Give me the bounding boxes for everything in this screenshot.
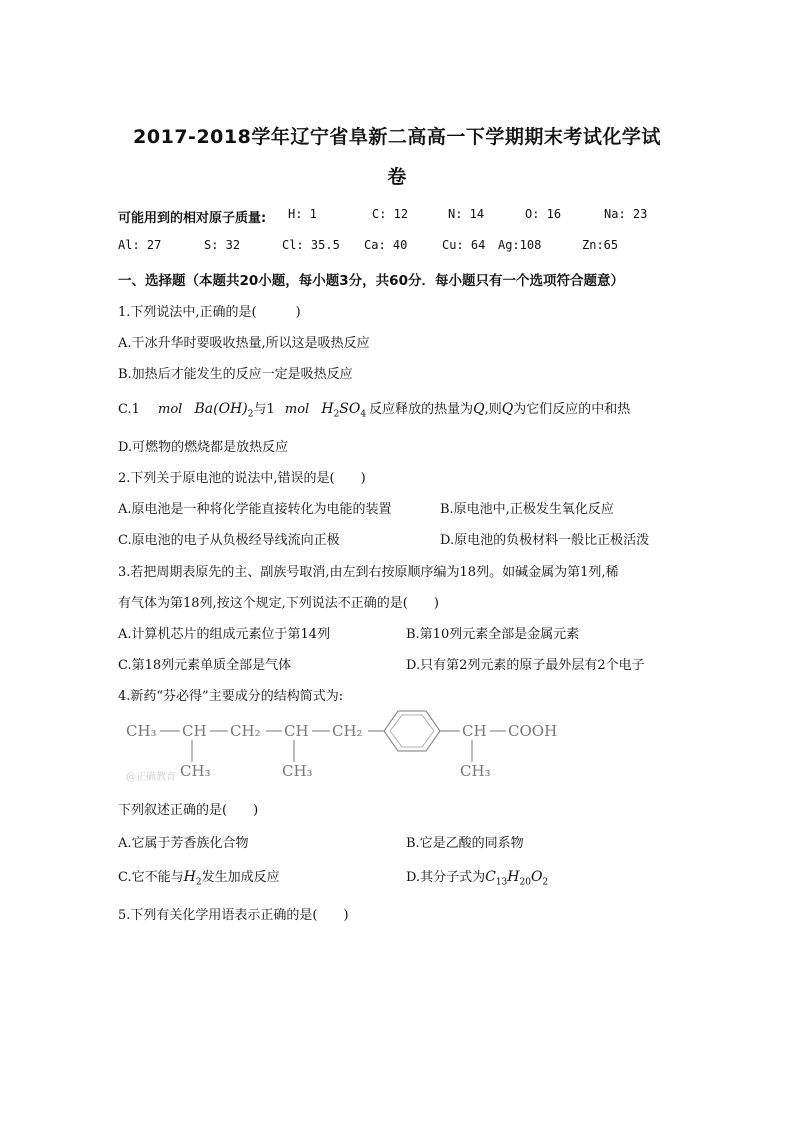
q2-option-b: B.原电池中,正极发生氧化反应 (440, 502, 614, 517)
q3-option-b: B.第10列元素全部是金属元素 (406, 627, 580, 642)
q1-c-q2: Q (501, 401, 514, 417)
q2-option-c: C.原电池的电子从负极经导线流向正极 (118, 533, 340, 548)
formula-ch3-branch-2: CH₃ (282, 762, 313, 780)
q1-stem: 1.下列说法中,正确的是( ) (118, 305, 301, 320)
q1-option-d: D.可燃物的燃烧都是放热反应 (118, 440, 289, 455)
q4-d-o: O (530, 869, 543, 885)
mass-o: O: 16 (525, 207, 562, 221)
mass-al: Al: 27 (118, 238, 162, 252)
formula-ch-3: CH (462, 722, 487, 740)
q4-d-c: C (485, 869, 496, 885)
q1-c-baoh: Ba(OH) (194, 401, 248, 417)
q1-c-h-sub: 2 (333, 409, 340, 420)
q4-c-h-sub: 2 (195, 877, 202, 888)
q4-stem: 4.新药“芬必得”主要成分的结构简式为: (118, 689, 344, 704)
q1-c-so-sub: 4 (360, 409, 367, 420)
mass-c: C: 12 (372, 207, 409, 221)
q1-c-so: SO (339, 401, 361, 417)
formula-ch-1: CH (182, 722, 207, 740)
atomic-mass-label: 可能用到的相对原子质量: (118, 211, 267, 226)
q1-c-mol2: mol (284, 402, 310, 417)
q4-ask: 下列叙述正确的是( ) (118, 803, 259, 818)
q1-c-mid: 与1 (253, 402, 275, 417)
q2-option-a: A.原电池是一种将化学能直接转化为电能的装置 (118, 502, 392, 517)
structural-formula (118, 706, 578, 786)
formula-ch-2: CH (284, 722, 309, 740)
exam-title-line1: 2017-2018学年辽宁省阜新二高高一下学期期末考试化学试 (133, 126, 661, 148)
mass-cu: Cu: 64 (442, 238, 486, 252)
mass-s: S: 32 (204, 238, 241, 252)
mass-ag: Ag:108 (498, 238, 542, 252)
q2-option-d: D.原电池的负极材料一般比正极活泼 (440, 533, 650, 548)
q1-c-rest3: 为它们反应的中和热 (513, 402, 631, 417)
q1-c-h: H (321, 401, 334, 417)
q3-option-d: D.只有第2列元素的原子最外层有2个电子 (406, 658, 645, 673)
atomic-mass-row-2 (118, 238, 678, 256)
q4-option-c (118, 866, 280, 888)
q5-stem: 5.下列有关化学用语表示正确的是( ) (118, 908, 349, 923)
q4-option-a: A.它属于芳香族化合物 (118, 836, 249, 851)
q3-stem-line2: 有气体为第18列,按这个规定,下列说法不正确的是( ) (118, 596, 439, 611)
q3-option-a: A.计算机芯片的组成元素位于第14列 (118, 627, 331, 642)
atomic-mass-row-1 (118, 207, 648, 226)
q4-d-c-sub: 13 (495, 877, 508, 888)
q4-c-h: H (183, 869, 196, 885)
formula-cooh: COOH (508, 722, 558, 740)
q4-c-pre: C.它不能与 (118, 870, 184, 885)
q1-c-rest2: ,则 (484, 402, 502, 417)
q1-c-mol1: mol (158, 402, 183, 417)
mass-ca: Ca: 40 (364, 238, 408, 252)
q1-c-baoh-sub: 2 (247, 409, 254, 420)
section-heading: 一、选择题（本题共20小题，每小题3分，共60分．每小题只有一个选项符合题意） (118, 273, 624, 289)
formula-ch3-branch-3: CH₃ (460, 762, 491, 780)
q4-d-pre: D.其分子式为 (406, 870, 486, 885)
q4-d-h: H (507, 869, 520, 885)
benzene-ring (384, 711, 440, 751)
formula-ch3-left: CH₃ (126, 722, 157, 740)
q1-option-c (118, 398, 630, 420)
q1-option-b: B.加热后才能发生的反应一定是吸热反应 (118, 367, 353, 382)
mass-cl: Cl: 35.5 (282, 238, 340, 252)
mass-h: H: 1 (288, 207, 317, 221)
q1-option-a: A.干冰升华时要吸收热量,所以这是吸热反应 (118, 336, 370, 351)
mass-n: N: 14 (448, 207, 485, 221)
q3-option-c: C.第18列元素单质全部是气体 (118, 658, 292, 673)
q4-c-post: 发生加成反应 (201, 870, 280, 885)
formula-ch2-2: CH₂ (332, 722, 363, 740)
q4-option-d (406, 866, 548, 888)
q3-stem-line1: 3.若把周期表原先的主、副族号取消,由左到右按原顺序编为18列。如碱金属为第1列,稀 (118, 565, 619, 580)
q4-d-o-sub: 2 (542, 877, 549, 888)
q1-c-q1: Q (473, 401, 485, 417)
formula-ch3-branch-1: CH₃ (180, 762, 211, 780)
exam-title-line2: 卷 (387, 166, 407, 188)
formula-ch2-1: CH₂ (230, 722, 261, 740)
watermark: @正确教育 (126, 772, 176, 783)
q1-c-prefix: C.1 (118, 402, 140, 417)
q1-c-rest1: 反应释放的热量为 (369, 402, 474, 417)
mass-zn: Zn:65 (582, 238, 619, 252)
mass-na: Na: 23 (604, 207, 648, 221)
q2-stem: 2.下列关于原电池的说法中,错误的是( ) (118, 471, 366, 486)
q4-d-h-sub: 20 (519, 877, 531, 888)
q4-option-b: B.它是乙酸的同系物 (406, 836, 524, 851)
